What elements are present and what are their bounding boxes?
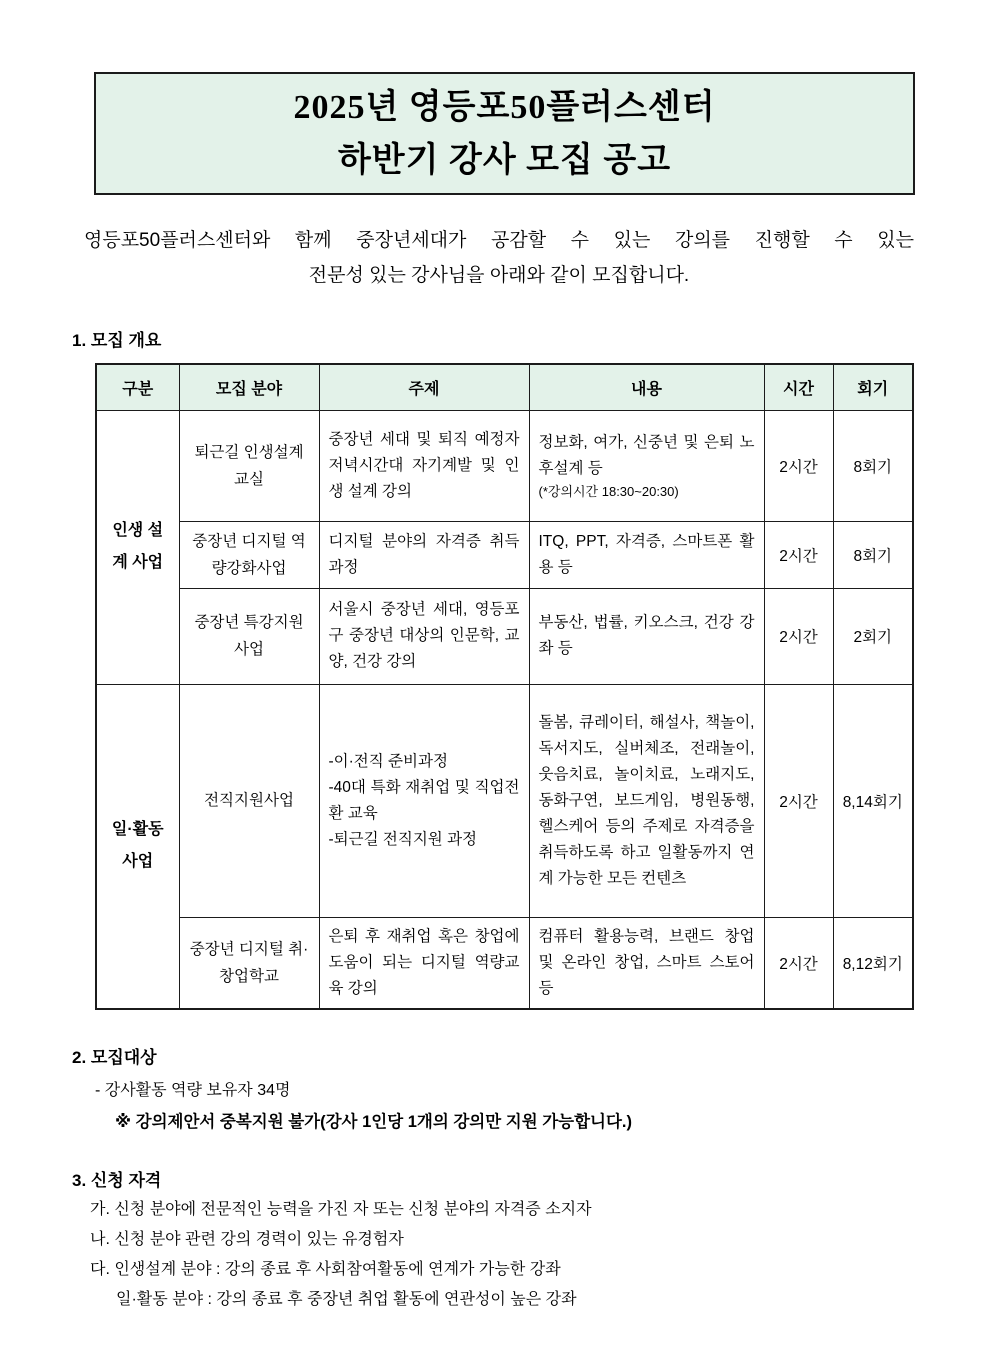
intro-line-1: 영등포50플러스센터와 함께 중장년세대가 공감할 수 있는 강의를 진행할 수 있는 [84, 230, 914, 251]
header-sessions: 회기 [833, 364, 913, 410]
topic-line: -퇴근길 전직지원 과정 [328, 830, 478, 848]
topic-cell: 중장년 세대 및 퇴직 예정자 저녁시간대 자기계발 및 인생 설계 강의 [319, 410, 529, 521]
field-cell: 중장년 특강지원사업 [179, 588, 319, 684]
intro-line-2: 전문성 있는 강사님을 아래와 같이 모집합니다. [308, 265, 690, 286]
table-row [96, 917, 913, 1009]
hours-cell: 2시간 [764, 588, 833, 684]
header-topic: 주제 [319, 364, 529, 410]
section3-heading: 3. 신청 자격 [72, 1170, 162, 1190]
document-page [0, 72, 992, 1365]
section3-item-na: 나. 신청 분야 관련 강의 경력이 있는 유경험자 [90, 1230, 404, 1248]
table-row [96, 410, 913, 521]
recruitment-overview-table [95, 363, 914, 1010]
topic-cell [319, 684, 529, 917]
hours-cell: 2시간 [764, 410, 833, 521]
header-content: 내용 [529, 364, 764, 410]
sessions-cell: 8,12회기 [833, 917, 913, 1009]
section2-heading: 2. 모집대상 [72, 1047, 157, 1067]
topic-line: -이·전직 준비과정 [328, 752, 448, 770]
content-text: 정보화, 여가, 신중년 및 은퇴 노후설계 등 [538, 433, 755, 477]
group-cell-life-design: 인생 설계 사업 [96, 410, 179, 684]
section3-item-da: 다. 인생설계 분야 : 강의 종료 후 사회참여활동에 연계가 가능한 강좌 [90, 1260, 561, 1278]
header-hours: 시간 [764, 364, 833, 410]
field-cell: 중장년 디지털 취·창업학교 [179, 917, 319, 1009]
header-recruit-field: 모집 분야 [179, 364, 319, 410]
section1-heading: 1. 모집 개요 [72, 331, 162, 350]
content-note: (*강의시간 18:30~20:30) [538, 483, 679, 499]
section3-item-work-activity: 일·활동 분야 : 강의 종료 후 중장년 취업 활동에 연관성이 높은 강좌 [116, 1290, 577, 1308]
section2-item-target: - 강사활동 역량 보유자 34명 [95, 1081, 291, 1099]
content-cell: ITQ, PPT, 자격증, 스마트폰 활용 등 [529, 521, 764, 588]
topic-cell: 은퇴 후 재취업 혹은 창업에 도움이 되는 디지털 역량교육 강의 [319, 917, 529, 1009]
content-cell: 컴퓨터 활용능력, 브랜드 창업 및 온라인 창업, 스마트 스토어 등 [529, 917, 764, 1009]
sessions-cell: 8회기 [833, 410, 913, 521]
sessions-cell: 8,14회기 [833, 684, 913, 917]
intro-paragraph [84, 223, 914, 293]
hours-cell: 2시간 [764, 917, 833, 1009]
group-cell-work-activity: 일·활동 사업 [96, 684, 179, 1009]
hours-cell: 2시간 [764, 684, 833, 917]
content-cell [529, 410, 764, 521]
field-cell: 전직지원사업 [179, 684, 319, 917]
section2-item-note: ※ 강의제안서 중복지원 불가(강사 1인당 1개의 강의만 지원 가능합니다.) [115, 1112, 632, 1131]
header-category: 구분 [96, 364, 179, 410]
title-line-2: 하반기 강사 모집 공고 [337, 142, 672, 179]
topic-cell: 디지털 분야의 자격증 취득 과정 [319, 521, 529, 588]
content-cell: 부동산, 법률, 키오스크, 건강 강좌 등 [529, 588, 764, 684]
topic-cell: 서울시 중장년 세대, 영등포구 중장년 대상의 인문학, 교양, 건강 강의 [319, 588, 529, 684]
field-cell: 중장년 디지털 역량강화사업 [179, 521, 319, 588]
title-line-1: 2025년 영등포50플러스센터 [293, 89, 716, 126]
topic-line: -40대 특화 재취업 및 직업전환 교육 [328, 778, 520, 822]
hours-cell: 2시간 [764, 521, 833, 588]
field-cell: 퇴근길 인생설계 교실 [179, 410, 319, 521]
section3-item-ga: 가. 신청 분야에 전문적인 능력을 가진 자 또는 신청 분야의 자격증 소지자 [90, 1200, 592, 1218]
document-title-box [94, 72, 915, 195]
table-header-row [96, 364, 913, 410]
sessions-cell: 2회기 [833, 588, 913, 684]
table-row [96, 588, 913, 684]
sessions-cell: 8회기 [833, 521, 913, 588]
table-row [96, 521, 913, 588]
content-cell: 돌봄, 큐레이터, 해설사, 책놀이, 독서지도, 실버체조, 전래놀이, 웃음치료, 놀이치료, 노래지도, 동화구연, 보드게임, 병원동행, 헬스케어 등의 주제로 자격증을 취득하도록 하고 일활동까지 연계 가능한 모든 컨텐츠 [529, 684, 764, 917]
table-row [96, 684, 913, 917]
